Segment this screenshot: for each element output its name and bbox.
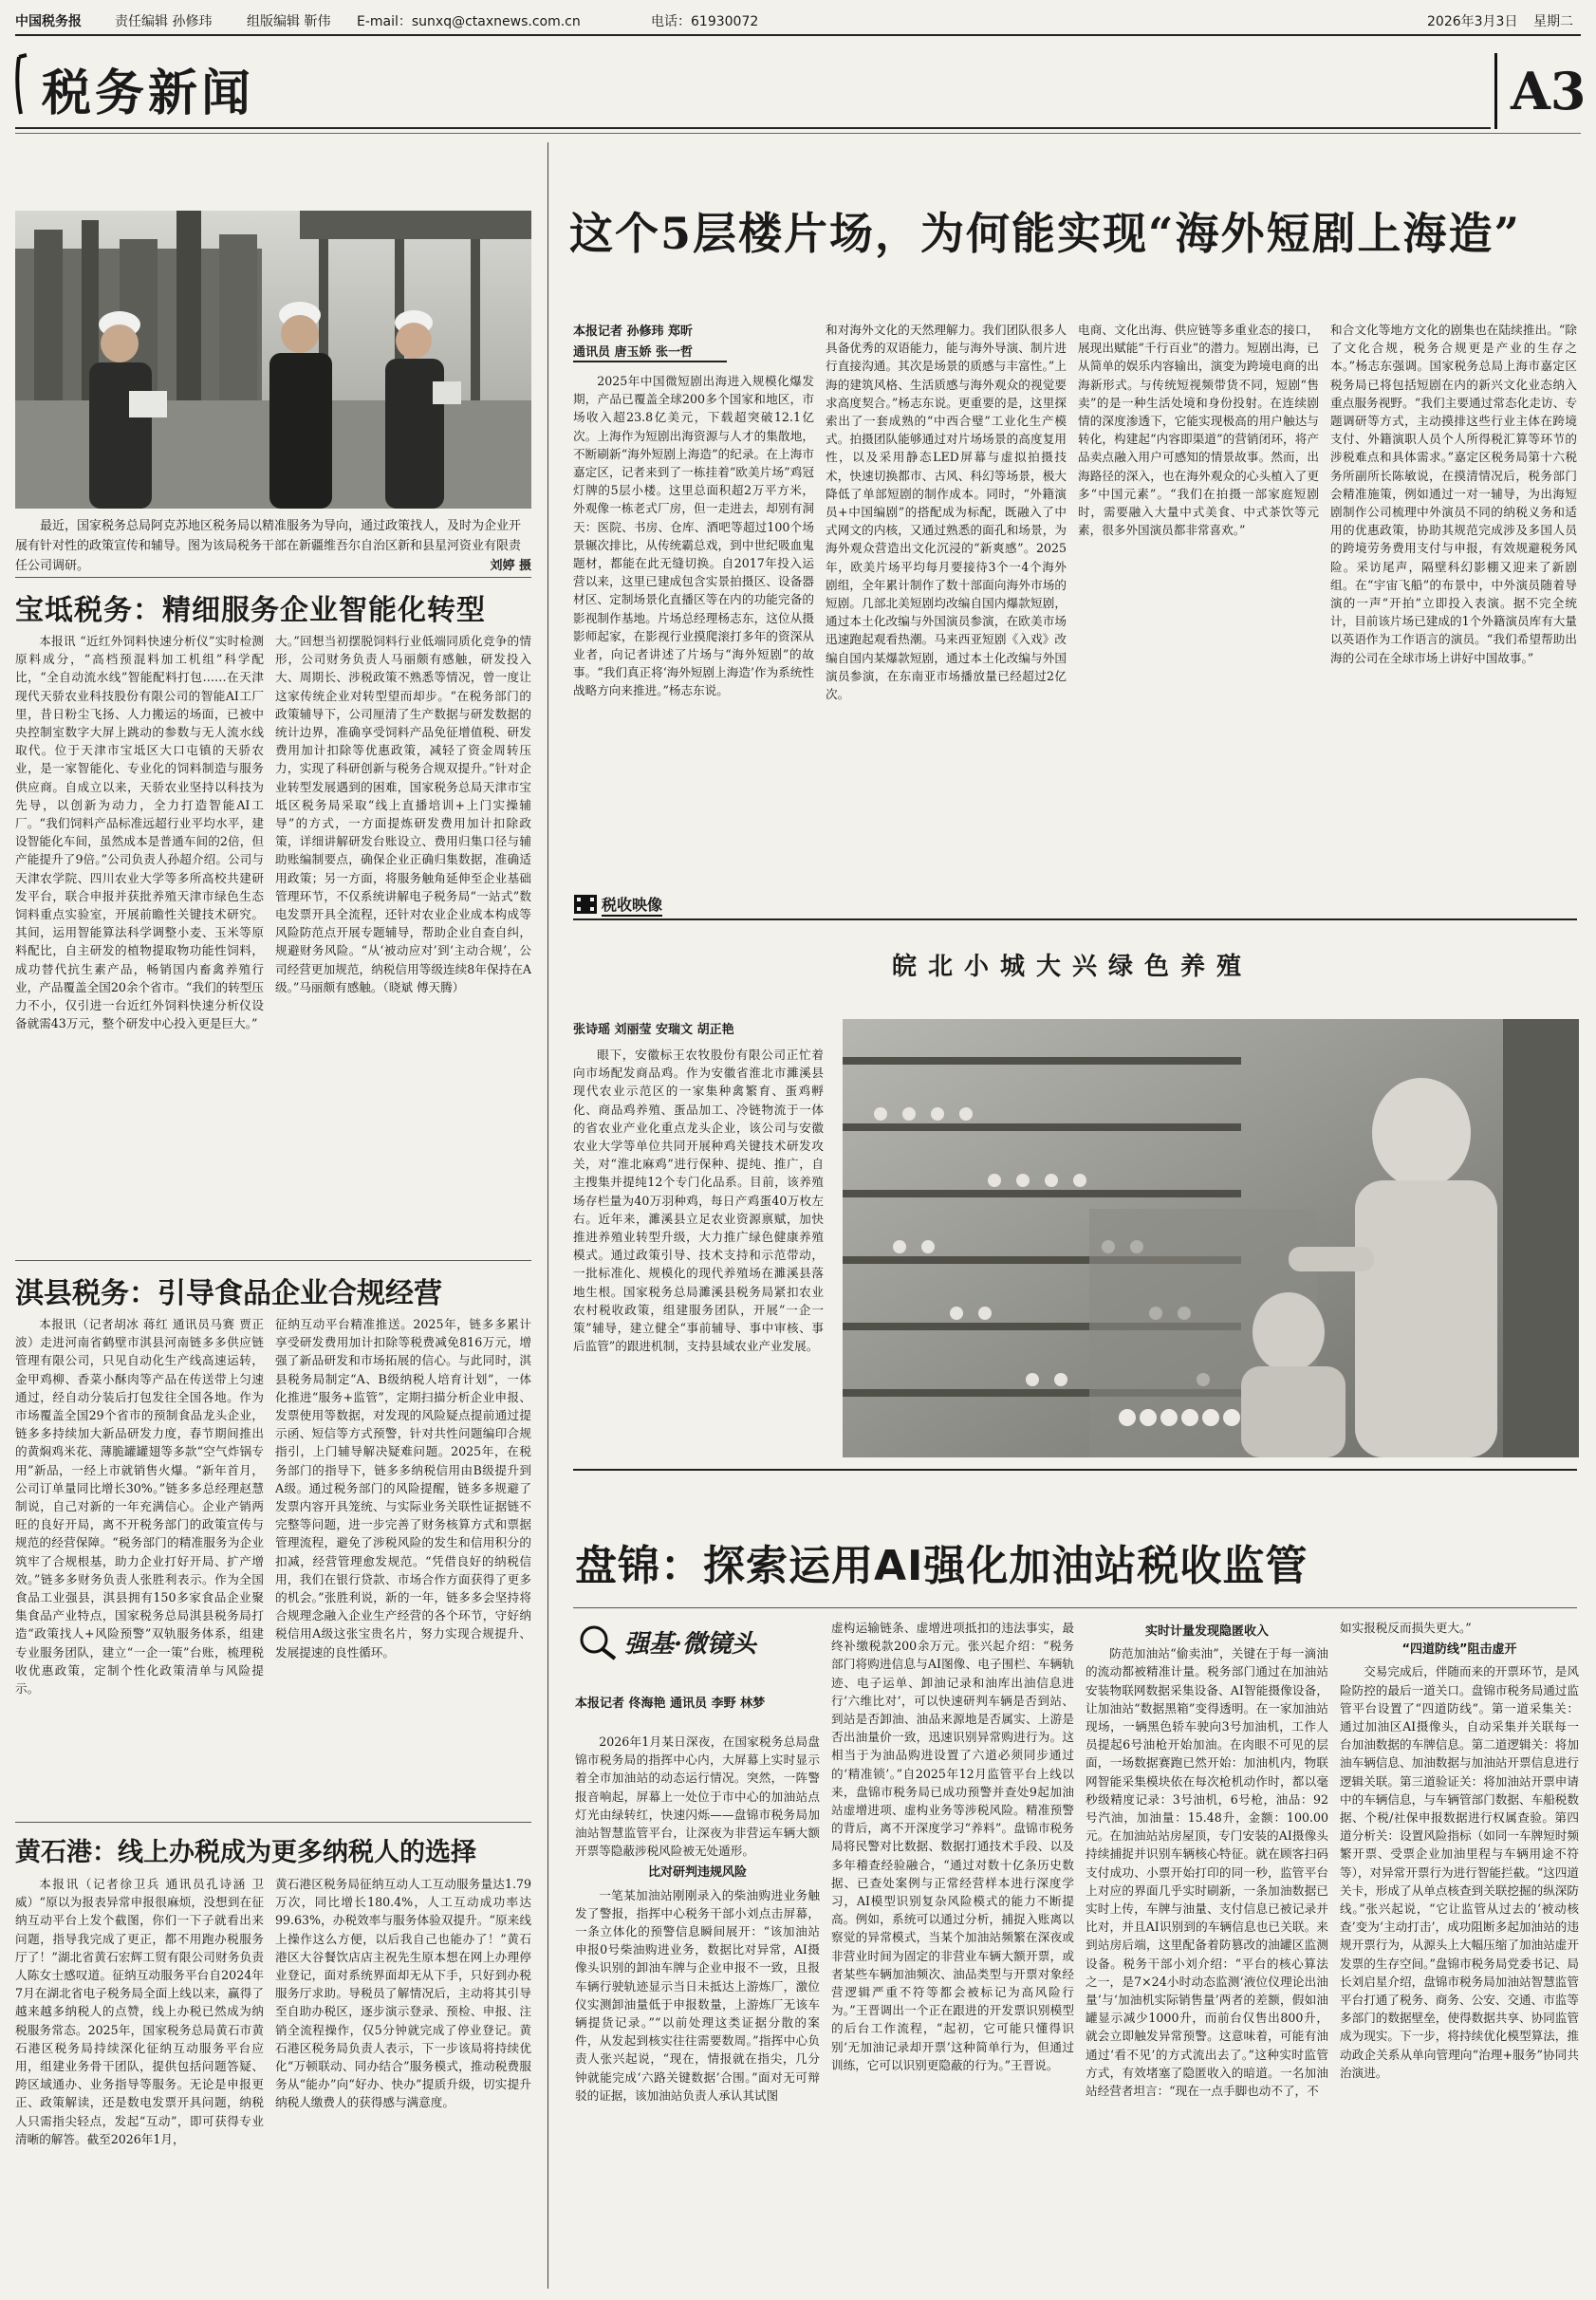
industrial-site-image	[15, 211, 531, 509]
photo-rule	[15, 577, 531, 578]
main-col-3	[1078, 321, 1319, 875]
baodi-col-2	[275, 632, 531, 1254]
main-byline-1: 本报记者 孙修玮 郑昕	[573, 325, 694, 339]
main-col-4	[1330, 321, 1577, 875]
video-text-col	[573, 1046, 824, 1444]
panjin-col-1-text: 2026年1月某日深夜，在国家税务总局盘锦市税务局的指挥中心内，大屏幕上实时显示着全市加油站的动态运行情况。突然，一阵警报音响起，屏幕上一处位于市中心的加油站点灯光由绿转红，快速闪烁——盘锦市税务局加油站智慧监管平台，让深夜为非营运车辆大额开票等隐蔽涉税风险被无处遁形。	[575, 1734, 820, 1859]
editor-credit: 责任编辑 孙修玮	[115, 14, 213, 29]
banner-rule-thin	[15, 133, 1581, 134]
photo-caption	[15, 516, 531, 576]
section-banner	[13, 47, 260, 121]
panjin-byline: 本报记者 佟海艳 通讯员 李野 林梦	[575, 1697, 766, 1711]
huangshigang-col-2	[275, 1875, 531, 2289]
banner-rule	[15, 127, 1491, 129]
panjin-col-2	[831, 1619, 1074, 2289]
film-reel-icon	[573, 894, 598, 915]
section-title: 税务新闻	[42, 65, 255, 122]
main-headline: 这个5层楼片场，为何能实现“海外短剧上海造”	[569, 208, 1521, 259]
column-badge-text: 强基·微镜头	[624, 1630, 757, 1659]
video-title: 皖北小城大兴绿色养殖	[891, 953, 1253, 981]
panjin-col-1b-text: 一笔某加油站刚刚录入的柴油购进业务触发了警报，指挥中心税务干部小刘点击屏幕，一条立体化的预警信息瞬间展开：“该加油站申报0号柴油购进业务，数据比对异常，AI摄像头识别的卸油车牌与企业申报不一致，且报车辆行驶轨迹显示当日未抵达上游炼厂，激位仪实测卸油量低于申报数量，上游炼厂无该车辆提货记录。”“以前处理这类证据分散的案件，从发起到核实往往需要数周。”指挥中心负责人张兴起说，“现在，情报就在指尖，几分钟就能完成‘六路关键数据’合围。”面对无可辩驳的证据，该加油站负责人承认其试图	[575, 1887, 820, 2103]
video-bottom-rule	[573, 1469, 1577, 1471]
panjin-headline: 盘锦：探索运用AI强化加油站税收监管	[575, 1542, 1308, 1590]
qixian-col-1-text: 本报讯（记者胡冰 蒋红 通讯员马赛 贾正波）走进河南省鹤壁市淇县河南链多多供应链管理有限公司，只见自动化生产线高速运转，金甲鸡柳、香菜小酥肉等产品在传送带上匀速通过，经自动分装后打包发往全国各地。作为市场覆盖全国29个省市的预制食品龙头企业，链多多持续加大新品研发力度，春节期间推出的黄焖鸡米花、薄脆罐罐翅等多款“空气炸锅专用”新品，一经上市就销售火爆。“新年首月，公司订单量同比增长30%。”链多多总经理赵慧制说，自己对新的一年充满信心。企业产销两旺的良好开局，离不开税务部门的政策宣传与规范的经营保障。“税务部门的精准服务为企业筑牢了合规根基，助力企业打好开局、扩产增效。”链多多财务负责人张胜利表示。作为全国食品工业强县，淇县拥有150多家食品企业聚集食品产业特点，国家税务总局淇县税务局打造“政策找人+风险预警”双轨服务体系，组建专业服务团队，建立“一企一策”台账，梳理税收优惠政策，定制个性化政策清单与风险提示。	[15, 1317, 264, 1697]
phone: 电话：61930072	[651, 14, 759, 29]
panjin-col-1	[575, 1733, 820, 2289]
main-col-1	[573, 372, 814, 875]
panjin-col-4-text: 如实报税反而损失更大。”	[1340, 1621, 1472, 1635]
baodi-rule	[15, 1260, 531, 1261]
paper-name: 中国税务报	[15, 14, 82, 29]
main-col-2-text: 和对海外文化的天然理解力。我们团队很多人具备优秀的双语能力，能与海外导演、制片进行直接沟通。其次是场景的质感与丰富性。”上海的建筑风格、生活质感与海外观众的视觉要求高度契合。”杨志东说。更重要的是，这里探索出了一套成熟的“中西合璧”工业化生产模式。拍摄团队能够通过对片场场景的高度复用性，以及采用静态LED屏幕与虚拟拍摄技术，快速切换都市、古风、科幻等场景，极大降低了单部短剧的制作成本。同时，“外籍演员+中国编剧”的搭配成为标配，既融入了中式网文的内核，又通过熟悉的面孔和场景，为海外观众营造出文化沉浸的“新爽感”。2025年，欧美片场平均每月要接待3个一4个海外剧组，全年累计制作了数十部面向海外市场的短剧。几部北美短剧均改编自国内爆款短剧，通过本土化改编与外国演员参演，在欧美市场迅速跑起观看热潮。马来西亚短剧《入戏》改编自国内某爆款短剧，通过本土化改编与外国演员参演，在东南亚市场播放量已经超过2亿次。	[826, 323, 1067, 702]
video-byline: 张诗瑶 刘丽莹 安瑞文 胡正艳	[573, 1023, 734, 1037]
photo-credit: 刘婷 摄	[490, 559, 531, 573]
main-byline-2: 通讯员 唐玉娇 张一哲	[573, 345, 694, 360]
baodi-col-2-text: 大。”回想当初摆脱饲料行业低端同质化竞争的情形，公司财务负责人马丽颇有感触，研发投入大、周期长、涉税政策不熟悉等情况，曾一度让这家传统企业对转型望而却步。“在税务部门的政策辅导下，公司厘清了生产数据与研发数据的统计边界，准确享受饲料产品免征增值税、研发费用加计扣除等优惠政策，减轻了资金周转压力，实现了科研创新与税务合规双提升。”针对企业转型发展遇到的困难，国家税务总局天津市宝坻区税务局采取“线上直播培训+上门实操辅导”的方式，一方面提炼研发费用加计扣除政策，详细讲解研发台账设立、费用归集口径与辅助账编制要点，确保企业正确归集数据，准确适用政策；另一方面，将服务触角延伸至企业基础管理环节，不仅系统讲解电子税务局“一站式”数电发票开具全流程，还针对农业企业成本构成等风险防范点开展专题辅导，帮助企业自查自纠，规避财务风险。“从‘被动应对’到‘主动合规’，公司经营更加规范，纳税信用等级连续8年保持在A级。”马丽颇有感触。（晓斌 傅天腾）	[275, 634, 531, 994]
panjin-col-3-text: 防范加油站“偷卖油”，关键在于每一滴油的流动都被精准计量。税务部门通过在加油站安装物联网数据采集设备、AI智能摄像设备，让加油站“数据黑箱”变得透明。在一家加油站现场，一辆黑色轿车驶向3号加油机，工作人员提起6号油枪开始加油。在肉眼不可见的层面，一场数据赛跑已然开始：加油机内，物联网智能采集模块依在每次枪机动作时，都以毫秒级精度记录：3号油机，6号枪，油品：92号汽油，加油量：15.48升，金额：100.00元。在加油站站房屋顶，专门安装的AI摄像头持续捕捉并识别车辆核心特征。就在顾客扫码支付成功、小票开始打印的同一秒，监管平台上对应的界面几乎实时刷新，一条加油数据已实时上传，车牌与油量、支付信息已被记录并比对，并且AI识别到的车辆信息也已关联。来到站房后端，这里配备着防篡改的油罐区监测设备。税务干部小刘介绍：“平台的核心算法之一，是7×24小时动态监测‘液位仪理论出油量’与‘加油机实际销售量’两者的差额，假如油罐显示减少1000升，而前台仅售出800升，就会立即触发异常预警。这意味着，可能有油通过‘看不见’的方式流出去了。”这种实时监管方式，有效堵塞了隐匿收入的暗道。一名加油站经营者坦言：“现在一点手脚也动不了，不	[1086, 1646, 1328, 2099]
masthead-bar	[15, 11, 1581, 30]
email: E-mail：sunxq@ctaxnews.com.cn	[357, 14, 581, 29]
weekday: 星期二	[1533, 14, 1573, 29]
page-number-box	[1494, 53, 1585, 129]
main-col-1-text: 2025年中国微短剧出海进入规模化爆发期，产品已覆盖全球200多个国家和地区，市场收入超23.8亿美元，下载超突破12.1亿次。上海作为短剧出海资源与人才的集散地，不断刷新“海外短剧上海造”的纪录。在上海市嘉定区，记者来到了一栋挂着“欧美片场”鸡冠灯牌的5层小楼。这里总面积超2万平方米，外观像一栋老式厂房，但一走进去，却别有洞天：医院、书房、仓库、酒吧等超过100个场景辗次排比，从传统霸总戏，到中世纪吸血鬼题材，都能在此无缝切换。自2017年投入运营以来，这里已建成包含实景拍摄区、设备器材区、定制场景化直播区等在内的功能完备的影视制作基地。片场总经理杨志东，这位从摄影师起家，在影视行业摸爬滚打多年的资深从业者，向记者讲述了片场与“海外短剧”的故事。“我们真正将‘海外短剧上海造’作为系统性战略方向来推进。”杨志东说。	[573, 374, 814, 698]
panjin-col-3	[1086, 1619, 1328, 2289]
photo-caption-text: 最近，国家税务总局阿克苏地区税务局以精准服务为导向，通过政策找人，及时为企业开展有针对性的政策宣传和辅导。图为该局税务干部在新疆维吾尔自治区新和县星河资业有限责任公司调研。	[15, 519, 522, 573]
huangshigang-col-2-text: 黄石港区税务局征纳互动人工互动服务量达1.79万次，同比增长180.4%，人工互动成功率达99.63%，办税效率与服务体验双提升。“原来线上操作这么方便，以后我自己也能办了！”黄石港区大谷餐饮店店主祝先生原本想在网上办理停业登记，面对系统界面却无从下手，只好到办税服务厅求助。导税员了解情况后，主动将其引导至自助办税区，逐步演示登录、预检、申报、注销全流程操作，仅5分钟就完成了停业登记。黄石港区税务局负责人表示，下一步该局将持续优化“万顿联动、同办结合”服务模式，推动税费服务从“能办”向“好办、快办”提质升级，切实提升纳税人缴费人的获得感与满意度。	[275, 1877, 531, 2110]
panjin-col-4	[1340, 1619, 1579, 2289]
masthead-rule	[15, 34, 1581, 36]
video-text: 眼下，安徽标王农牧股份有限公司正忙着向市场配发商品鸡。作为安徽省淮北市濉溪县现代农业示范区的一家集种禽繁育、蛋鸡孵化、商品鸡养殖、蛋品加工、冷链物流于一体的省农业产业化重点龙头企业，该公司与安徽农业大学等单位共同开展种鸡关键技术研发攻关，对“淮北麻鸡”进行保种、提纯、推广，自主搜集并提纯12个专门化品系。目前，该养殖场存栏量为40万羽种鸡，每日产鸡蛋40万枚左右。近年来，濉溪县立足农业资源禀赋，加快推进养殖业转型升级，大力推广绿色健康养殖模式。通过政策引导、技术支持和示范带动，一批标准化、规模化的现代养殖场在濉溪县落地生根。国家税务总局濉溪县税务局紧扣农业农村税收政策，组建服务团队，开展“一企一策”辅导，建立健全“事前辅导、事中审核、事后监管”的跟进机制，支持县域农业产业发展。	[573, 1048, 824, 1354]
main-col-2	[826, 321, 1067, 875]
panjin-col-4b-text: 交易完成后，伴随而来的开票环节，是风险防控的最后一道关口。盘锦市税务局通过监管平台设置了“四道防线”。第一道采集关：通过加油区AI摄像头，自动采集并关联每一台加油数据的车牌信息。第二道逻辑关：将加油车辆信息、加油数据与加油站开票信息进行逻辑关联。第三道验证关：将加油站开票申请中的车辆信息，与车辆管部门数据、车船税数据、个税/社保申报数据进行权属查验。第四道分析关：设置风险指标（如同一车牌短时频繁开票、受票企业加油里程与车辆用途不符等），对异常开票行为进行智能拦截。“这四道关卡，形成了从单点核查到关联挖掘的纵深防线。”张兴起说，“它让监管从过去的‘被动核查’变为‘主动打击’，成功阻断多起加油站的违规开票行为，从源头上大幅压缩了加油站虚开发票的生存空间。”盘锦市税务局党委书记、局长刘启星介绍，盘锦市税务局加油站智慧监管平台打通了税务、商务、公安、交通、市监等多部门的数据壁垒，使得数据共享、协同监管成为现实。下一步，将持续优化模型算法，推动政企关系从单向管理向“治理+服务”协同共治演进。	[1340, 1664, 1579, 2080]
byline-rule	[573, 361, 727, 362]
panjin-subhead-2: 实时计量发现隐匿收入	[1144, 1624, 1269, 1639]
panjin-subhead-3: “四道防线”阻击虚开	[1401, 1642, 1517, 1658]
tax-officers-photo	[15, 211, 531, 509]
qixian-col-2	[275, 1315, 531, 1816]
main-col-4-text: 和合文化等地方文化的剧集也在陆续推出。“除了文化合规，税务合规更是产业的生存之本。”杨志东强调。国家税务总局上海市嘉定区税务局已将包括短剧在内的新兴文化业态纳入重点服务视野。“我们主要通过常态化走访、专题调研等方式，主动摸排这些行业主体在跨境支付、外籍演职人员个人所得税汇算等环节的涉税难点和具体需求。”嘉定区税务局第十六税务所副所长陈敏说，在摸清情况后，税务部门会精准施策，例如通过一对一辅导，为出海短剧制作公司梳理中外演员不同的纳税义务和适用的优惠政策，协助其规范完成涉及多国人员的跨境劳务费用支付与申报，有效规避税务风险。采访尾声，隔壁科幻影棚又迎来了新剧组。在“宇宙飞船”的布景中，中外演员随着导演的一声“开拍”立即投入表演。据不完全统计，目前该片场已建成的1个外籍演员库有大量以英语作为工作语言的演员。“我们希望帮助出海的公司在全球市场上讲好中国故事。”	[1330, 323, 1577, 665]
panjin-col-2-text: 虚构运输链条、虚增进项抵扣的违法事实，最终补缴税款200余万元。张兴起介绍：“税务部门将购进信息与AI图像、电子围栏、车辆轨迹、电子运单、卸油记录和油库出油信息进行‘六维比对’，可以快速研判车辆是否到站、到站是否卸油、油品来源地是否属实、上游是否出油量价一致，迅速识别异常购进行为。这相当于为油品购进设置了六道必须同步通过的‘精准锁’。”自2025年12月监管平台上线以来，盘锦市税务局已成功预警并查处9起加油站虚增进项、虚构业务等涉税风险。精准预警的背后，离不开深度学习“养料”。盘锦市税务局将民警对比数据、数据打通技术手段、以及多年稽查经验融合，“通过对数十亿条历史数据、已查处案例与正常经营样本进行深度学习，AI模型识别复杂风险模式的能力不断提高。例如，系统可以通过分析，捕捉入账离以察觉的异常模式，当某个加油站频繁在深夜或非营业时间为固定的非营业车辆大额开票，或者某些车辆加油频次、油品类型与开票对象经营逻辑严重不符等都会被标记为高风险行为。”王晋调出一个正在跟进的开发票识别模型的后台工作流程，“起初，它可能只懂得识别‘无加油记录却开票’这种简单行为，但通过训练，它可以识别更隐蔽的行为。”王晋说。	[831, 1621, 1074, 2072]
video-label	[573, 892, 677, 918]
baodi-col-1-text: 本报讯 “近红外饲料快速分析仪”实时检测原料成分，“高档预混料加工机组”科学配比，“全自动流水线”智能配料打包……在天津现代天骄农业科技股份有限公司的智能AI工厂里，昔日粉尘飞扬、人力搬运的场面，已被中央控制室数字大屏上跳动的参数与无人流水线取代。位于天津市宝坻区大口屯镇的天骄农业，是一家智能化、专业化的饲料制造与服务供应商。自成立以来，天骄农业坚持以科技为先导，以创新为动力，全力打造智能AI工厂。“我们饲料产品标准远超行业平均水平，建设智能化车间，虽然成本是普通车间的2倍，但产能提升了9倍。”公司负责人孙超介绍。公司与天津农学院、四川农业大学等多所高校共建研发平台，联合申报并获批养殖天津市绿色生态饲料重点实验室，开展前瞻性关键技术研究。其间，运用智能算法科学调整小麦、玉米等原料配比，自主研发的植物提取物功能性饲料，成功替代抗生素产品，畅销国内畜禽养殖行业，产品覆盖全国20余个省市。“我们的转型压力不小，仅引进一台近红外饲料快速分析仪设备就需43万元，整个研发中心投入更是巨大。”	[15, 634, 264, 1031]
qixian-headline: 淇县税务：引导食品企业合规经营	[15, 1277, 442, 1310]
panjin-rule	[573, 1607, 1577, 1608]
page-number: A3	[1511, 61, 1587, 121]
poultry-farm-photo	[843, 1019, 1579, 1457]
baodi-headline: 宝坻税务：精细服务企业智能化转型	[15, 594, 486, 627]
poultry-farm-image	[843, 1019, 1579, 1457]
qixian-rule	[15, 1822, 531, 1823]
column-separator	[547, 142, 548, 2289]
huangshigang-headline: 黄石港：线上办税成为更多纳税人的选择	[15, 1838, 476, 1867]
video-top-rule	[573, 918, 1577, 920]
column-badge	[575, 1619, 812, 1664]
magnifier-icon	[577, 1623, 619, 1660]
qixian-col-2-text: 征纳互动平台精准推送。2025年，链多多累计享受研发费用加计扣除等税费减免816万元，增强了新品研发和市场拓展的信心。与此同时，淇县税务局制定“A、B级纳税人培育计划”，一体化推进“服务+监管”，定期扫描分析企业申报、发票使用等数据，对发现的风险疑点提前通过提示函、短信等方式预警，针对共性问题编印合规指引，上门辅导解决疑难问题。2025年，在税务部门的指导下，链多多纳税信用由B级提升到A级。通过税务部门的风险提醒，链多多规避了发票内容开具笼统、与实际业务关联性证据链不完整等问题，进一步完善了财务核算方式和票据管理流程，避免了涉税风险的发生和信用积分的扣减，经营管理愈发规范。“凭借良好的纳税信用，我们在银行贷款、市场合作方面获得了更多的机会。”张胜利说，新的一年，链多多会坚持将合规理念融入企业生产经营的各个环节，守好纳税信用A级这张宝贵名片，努力实现合规提升、发展提速的良性循环。	[275, 1317, 531, 1660]
huangshigang-col-1-text: 本报讯（记者徐卫兵 通讯员孔诗涵 卫威）“原以为报表异常申报很麻烦，没想到在征纳互动平台上发个截图，你们一下子就看出来问题，指导我完成了更正，都不用跑办税服务厅了！”湖北省黄石宏辉工贸有限公司财务负责人陈女士感叹道。征纳互动服务平台自2024年7月在湖北省电子税务局全面上线以来，赢得了越来越多纳税人的点赞，线上办税已然成为纳税服务常态。2025年，国家税务总局黄石市黄石港区税务局持续深化征纳互动服务平台应用，组建业务骨干团队，提供包括问题答疑、跨区域通办、业务指导等服务。无论是申报更正、政策解读，还是数电发票开具问题，纳税人只需指尖轻点，发起“互动”，即可获得专业清晰的解答。截至2026年1月，	[15, 1877, 264, 2146]
issue-date: 2026年3月3日	[1427, 14, 1518, 29]
video-label-text: 税收映像	[602, 893, 662, 917]
qixian-col-1	[15, 1315, 264, 1816]
panjin-subhead-1: 比对研判违规风险	[647, 1865, 747, 1881]
baodi-col-1	[15, 632, 264, 1254]
huangshigang-col-1	[15, 1875, 264, 2289]
main-col-3-text: 电商、文化出海、供应链等多重业态的接口，展现出赋能“千行百业”的潜力。短剧出海，已从简单的娱乐内容输出，演变为跨境电商的出海新形式。与传统短视频带货不同，短剧“售卖”的是一种生活处境和身份投射。在连续剧情的深度渗透下，它能实现极高的用户触达与转化，构建起“内容即渠道”的营销闭环，将产品卖点融入用户可感知的情景故事。然而，出海路径的深入，也在海外观众的心头植入了更多“中国元素”。“我们在拍摄一部家庭短剧时，需要融入大量中式美食、中式茶饮等元素，很多外国演员都非常喜欢。”	[1078, 323, 1319, 538]
layout-editor-credit: 组版编辑 靳伟	[247, 14, 331, 29]
